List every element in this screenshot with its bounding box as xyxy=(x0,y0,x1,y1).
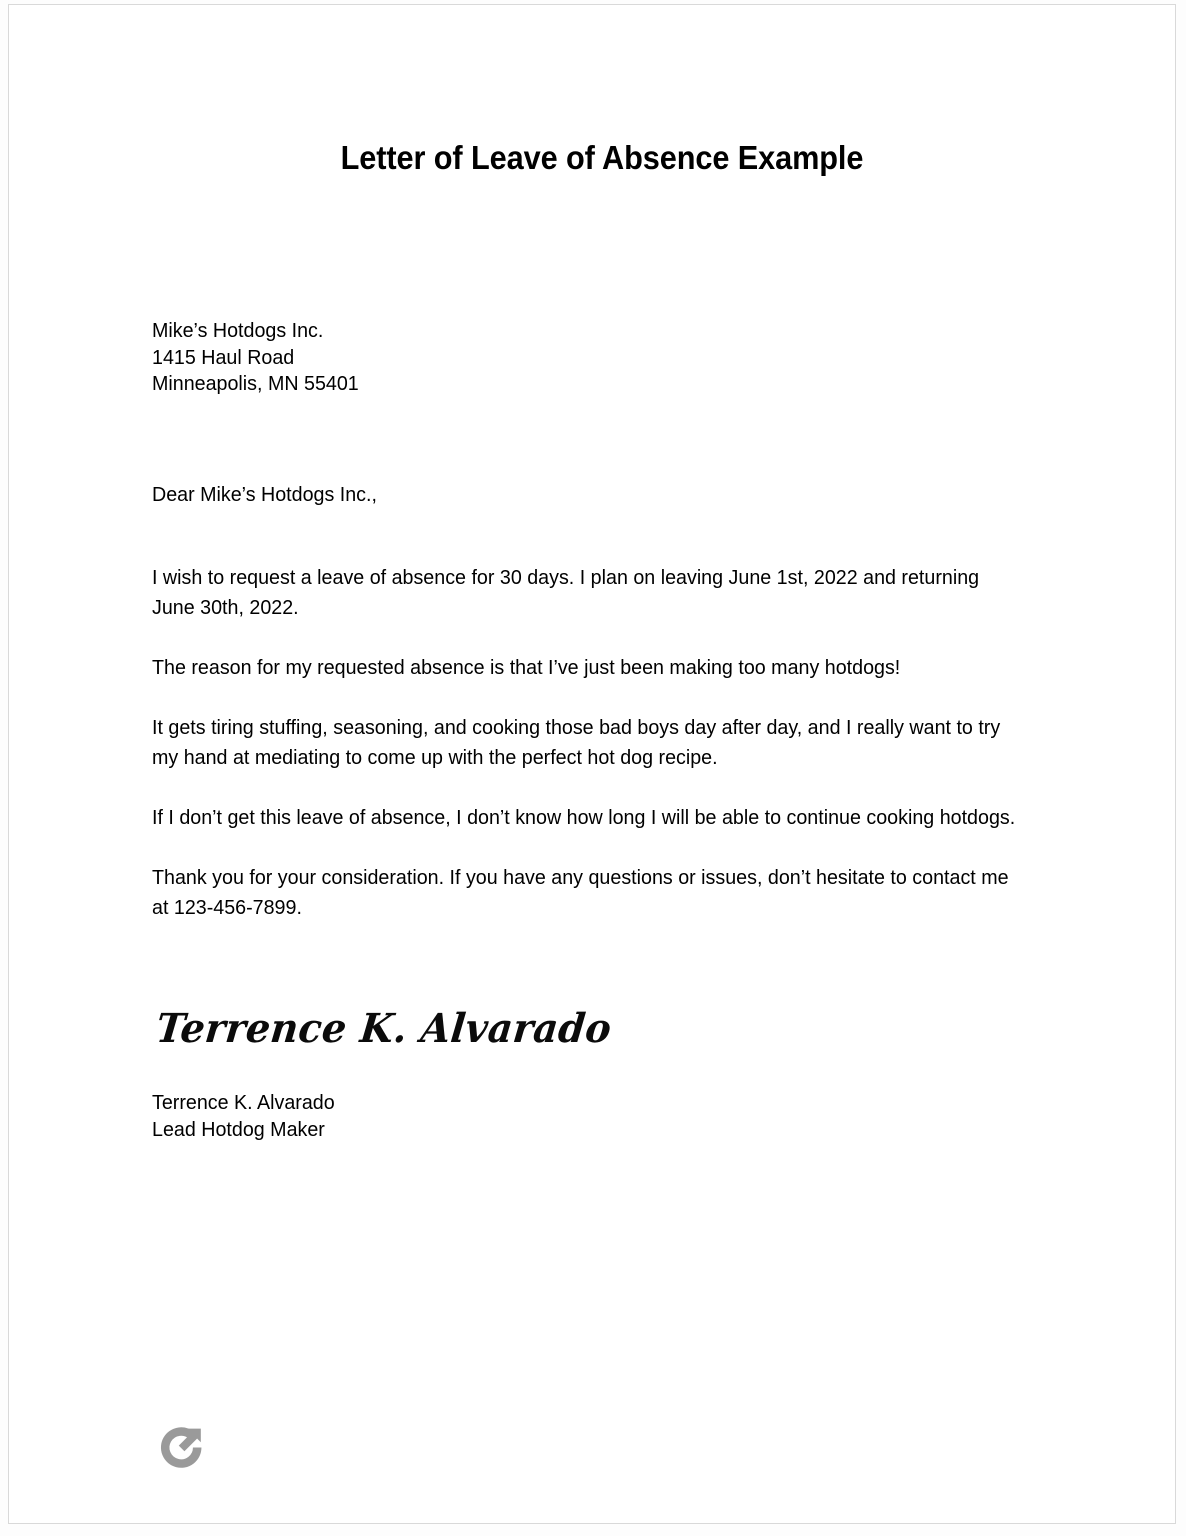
signature-script: Terrence K. Alvarado xyxy=(154,1005,614,1052)
recipient-city-state-zip: Minneapolis, MN 55401 xyxy=(152,372,359,395)
body-paragraph: If I don’t get this leave of absence, I don’t know how long I will be able to continue cooking hotdogs. xyxy=(152,806,1016,829)
salutation: Dear Mike’s Hotdogs Inc., xyxy=(152,483,377,506)
page-title: Letter of Leave of Absence Example xyxy=(340,139,864,176)
recipient-address-block xyxy=(152,318,1016,398)
letter-content xyxy=(9,5,1175,1523)
rotate-arrow-logo-icon xyxy=(159,1424,205,1470)
body-paragraph: Thank you for your consideration. If you have any questions or issues, don’t hesitate to contact me at 123-456-7899. xyxy=(152,866,1009,919)
body-paragraph: The reason for my requested absence is that I’ve just been making too many hotdogs! xyxy=(152,656,901,679)
signer-name: Terrence K. Alvarado xyxy=(152,1091,335,1114)
signer-job-title: Lead Hotdog Maker xyxy=(152,1117,325,1141)
recipient-street: 1415 Haul Road xyxy=(152,345,295,369)
letter-body xyxy=(152,563,1026,923)
signature-block xyxy=(152,1090,1016,1143)
page-sheet xyxy=(8,4,1176,1524)
recipient-company: Mike’s Hotdogs Inc. xyxy=(152,319,324,342)
body-paragraph: It gets tiring stuffing, seasoning, and cooking those bad boys day after day, and I really want to try my hand at mediating to come up with the perfect hot dog recipe. xyxy=(152,716,1001,769)
body-paragraph: I wish to request a leave of absence for 30 days. I plan on leaving June 1st, 2022 and returning June 30th, 2022. xyxy=(152,566,980,619)
